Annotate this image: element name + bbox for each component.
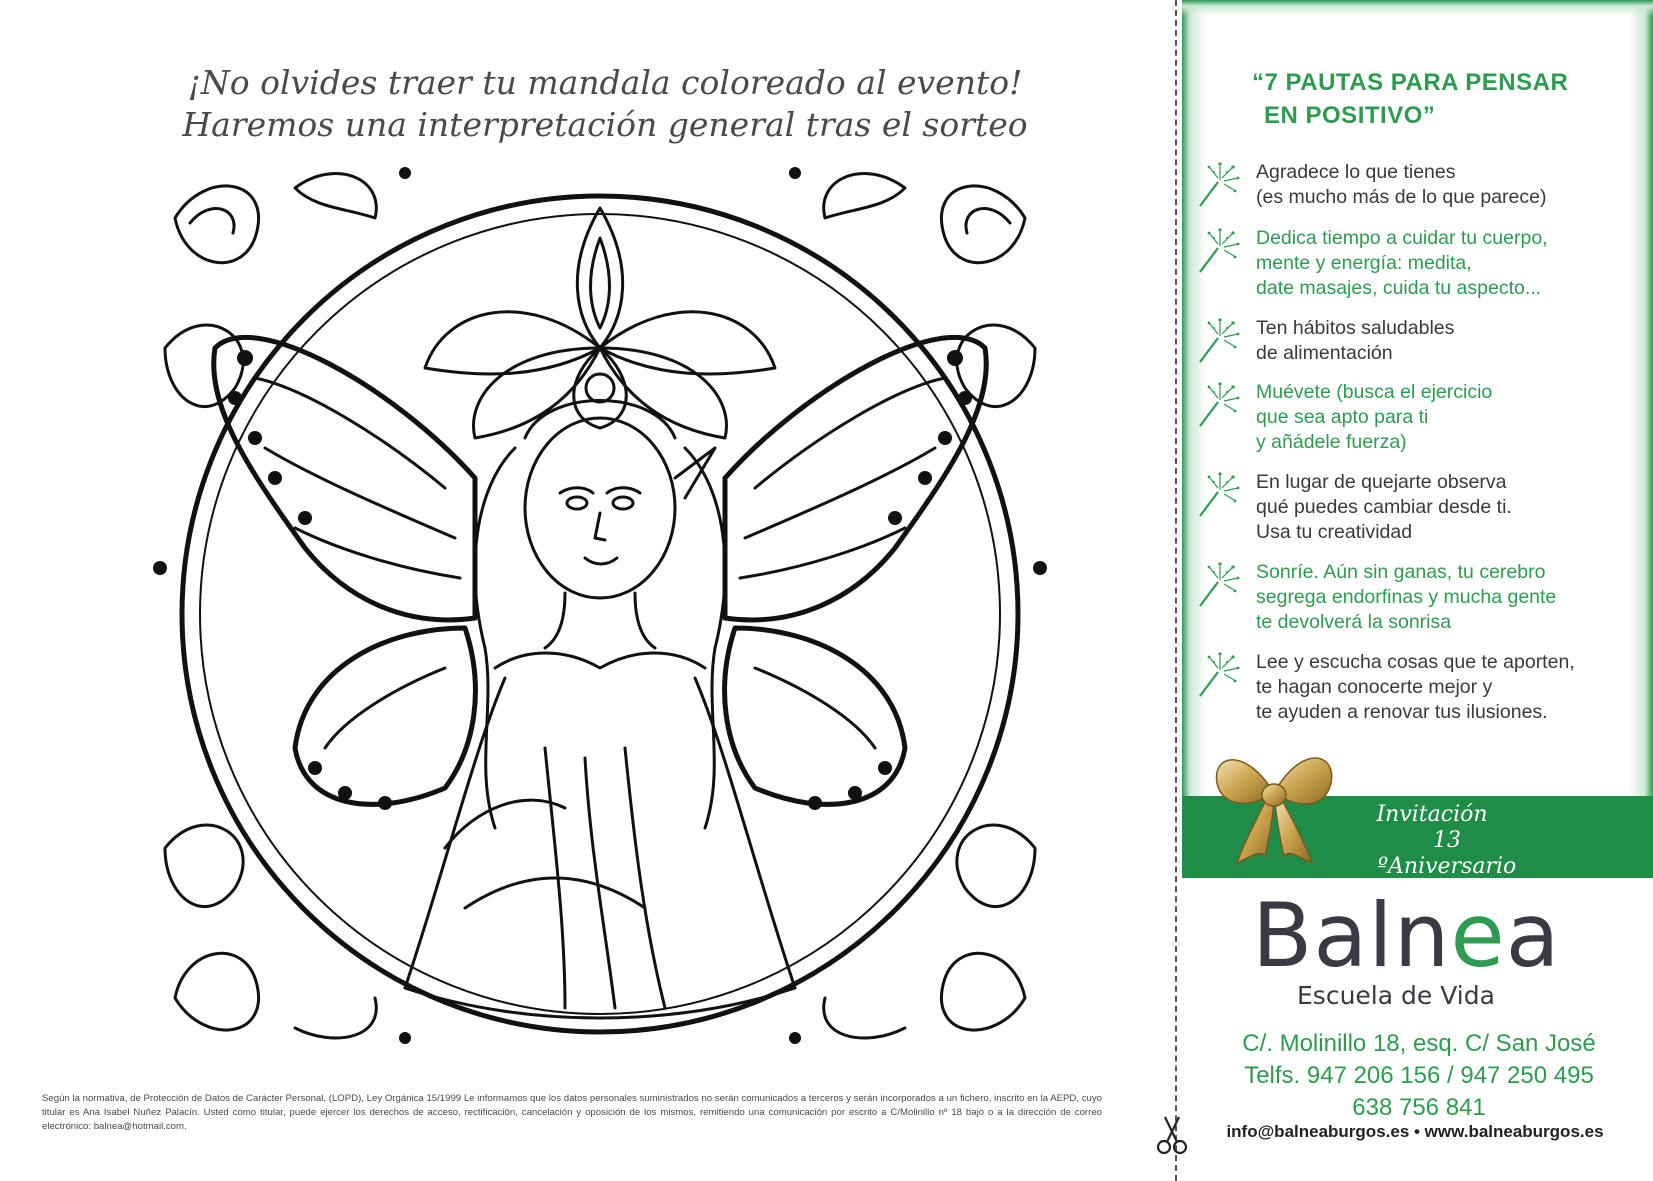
fairy-mandala-illustration (145, 148, 1055, 1056)
tip-line: Usa tu creatividad (1256, 521, 1413, 543)
tip-text (1256, 160, 1646, 210)
contact-info (1204, 1028, 1634, 1124)
tip-line: qué puedes cambiar desde ti. (1256, 496, 1512, 518)
tip-text (1256, 470, 1646, 545)
magic-wand-icon (1194, 160, 1240, 210)
gold-bow-icon (1207, 738, 1342, 868)
mobile: 638 756 841 (1352, 1094, 1486, 1121)
tip-line: te devolverá la sonrisa (1256, 611, 1452, 633)
brand-tagline: Escuela de Vida (1297, 981, 1495, 1010)
tip-text (1256, 226, 1646, 301)
tip-line: y añádele fuerza) (1256, 431, 1407, 453)
magic-wand-icon (1194, 650, 1240, 700)
tip-line: que sea apto para ti (1256, 406, 1429, 428)
magic-wand-icon (1194, 316, 1240, 366)
heading-line-2: Haremos una interpretación general tras el sorteo (182, 105, 1028, 144)
invitation-line-1: Invitación (1376, 802, 1488, 827)
tip-line: Muévete (busca el ejercicio (1256, 381, 1493, 403)
brand-logo (1252, 886, 1612, 986)
tip-line: En lugar de quejarte observa (1256, 471, 1507, 493)
brand-name-part-1: Baln (1252, 884, 1451, 987)
tip-line: segrega endorfinas y mucha gente (1256, 586, 1557, 608)
tip-text (1256, 650, 1646, 725)
magic-wand-icon (1194, 560, 1240, 610)
tip-line: te ayuden a renovar tus ilusiones. (1256, 701, 1548, 723)
tip-text (1256, 380, 1646, 455)
brand-name-part-2: a (1505, 884, 1561, 987)
invitation-line-2: 13 ºAniversario (1377, 828, 1517, 879)
heading-line-1: ¡No olvides traer tu mandala coloreado al evento! (187, 63, 1023, 102)
tip-line: Lee y escucha cosas que te aporten, (1256, 651, 1575, 673)
magic-wand-icon (1194, 226, 1240, 276)
tips-title-line-1: “7 PAUTAS PARA PENSAR (1252, 69, 1569, 96)
coloring-heading (150, 62, 1060, 146)
tip-line: mente y energía: medita, (1256, 252, 1472, 274)
tip-line: Ten hábitos saludables (1256, 317, 1455, 339)
address: C/. Molinillo 18, esq. C/ San José (1242, 1030, 1596, 1057)
tip-text (1256, 560, 1646, 635)
magic-wand-icon (1194, 470, 1240, 520)
invitation-text (1332, 802, 1532, 880)
tip-line: te hagan conocerte mejor y (1256, 676, 1493, 698)
tip-line: Dedica tiempo a cuidar tu cuerpo, (1256, 227, 1548, 249)
tips-title (1252, 66, 1632, 132)
invitation-panel (1182, 0, 1653, 1181)
email-and-website[interactable]: info@balneaburgos.es • www.balneaburgos.es (1226, 1122, 1604, 1141)
tip-text (1256, 316, 1646, 366)
phones: Telfs. 947 206 156 / 947 250 495 (1244, 1062, 1594, 1089)
brand-name-accent: e (1450, 884, 1506, 987)
tip-line: Agradece lo que tienes (1256, 161, 1456, 183)
tips-title-line-2: EN POSITIVO” (1264, 102, 1436, 129)
tip-line: Sonríe. Aún sin ganas, tu cerebro (1256, 561, 1546, 583)
tip-line: date masajes, cuida tu aspecto... (1256, 277, 1542, 299)
magic-wand-icon (1194, 380, 1240, 430)
data-protection-notice: Según la normativa, de Protección de Datos de Carácter Personal, (LOPD), Ley Orgánica 15/1999 Le informamos que los datos personales suministrados no serán comunicados a terceros y serán incorporados a un fichero, inscrito en la AEPD, cuyo titular es Ana Isabel Nuñez Palacín. Usted como titular, puede ejercer los derechos de acceso, rectificación, cancelación y oposición de los mismos, remitiendo una comunicación por escrito a C/Molinillo nº 18 bajo o a la dirección de correo electrónico: balnea@hotmail.com. (42, 1093, 1102, 1132)
tip-line: de alimentación (1256, 342, 1393, 364)
cut-line (1175, 0, 1177, 1181)
tip-line: (es mucho más de lo que parece) (1256, 186, 1547, 208)
